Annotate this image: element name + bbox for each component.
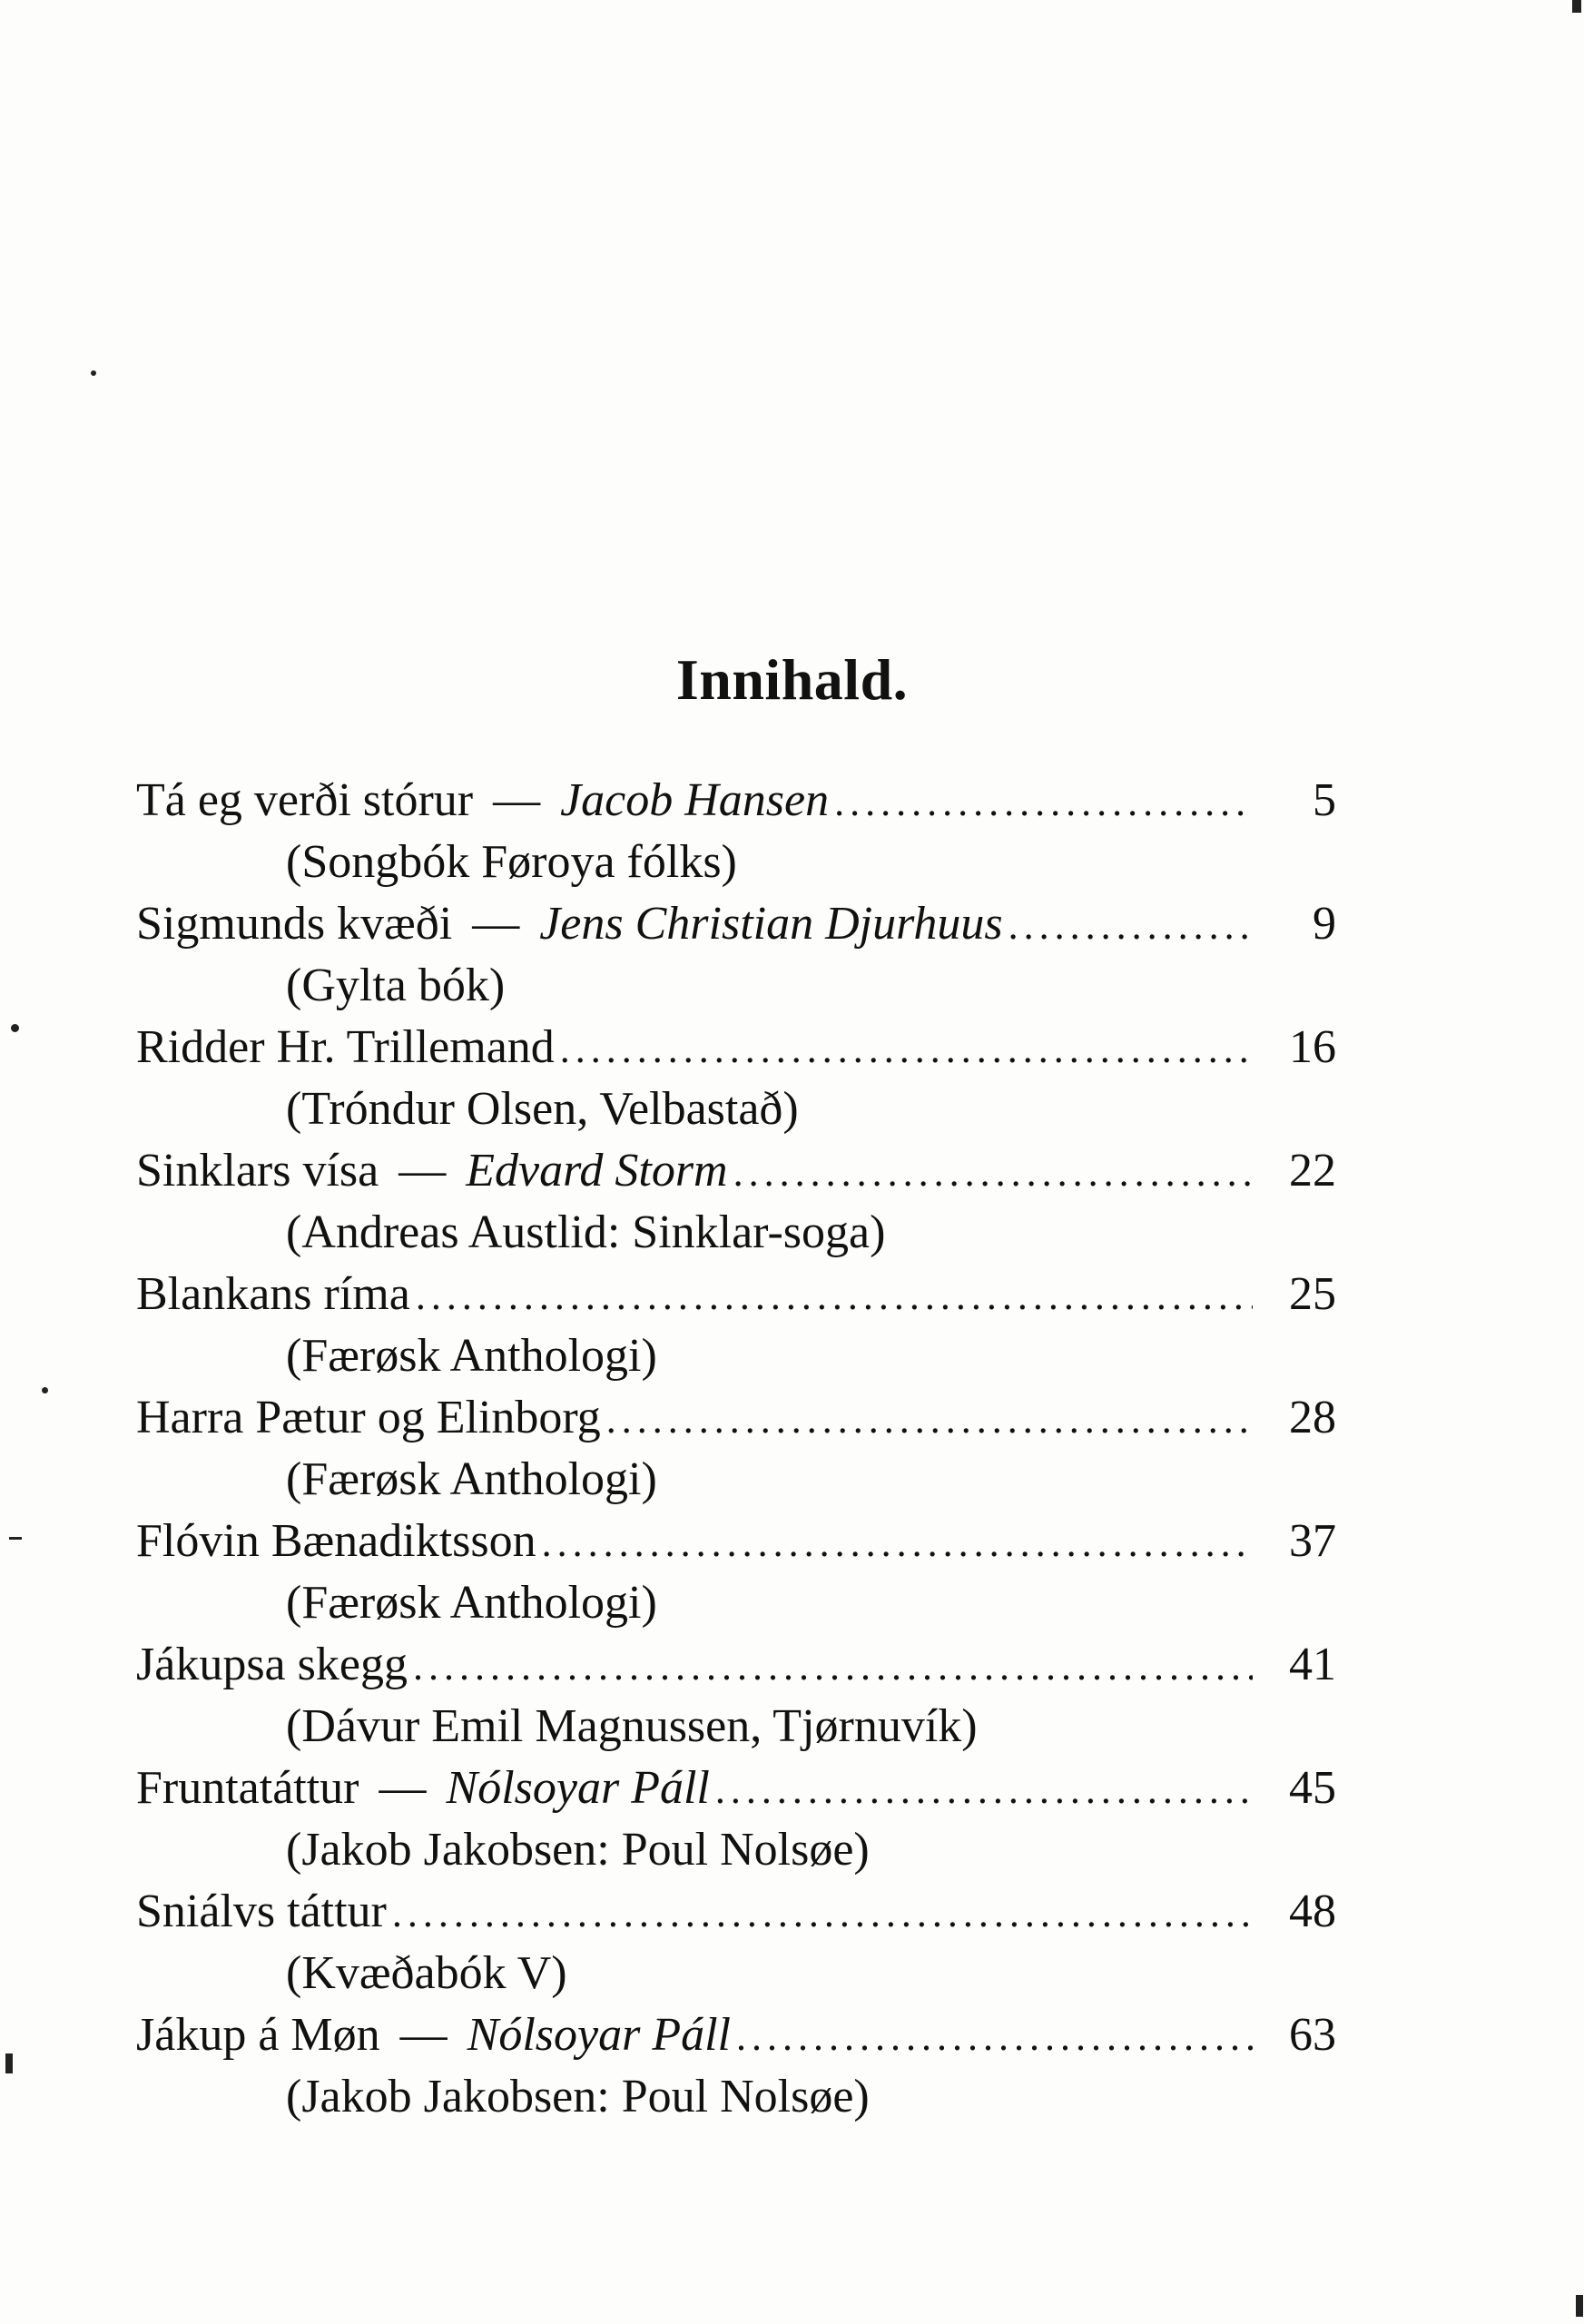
toc-entry [136,893,1343,1017]
dash-separator: — [472,898,520,950]
entry-title: Sinklars vísa [136,1145,379,1196]
entry-title: Jákupsa skegg [136,1639,408,1690]
toc-entry-line [136,1758,1343,1819]
entry-title: Blankans ríma [136,1268,410,1320]
page-title: Innihald. [675,647,909,712]
entry-title: Tá eg verði stórur [136,774,474,826]
entry-title: Ridder Hr. Trillemand [136,1021,555,1073]
dot-leader [733,1142,1253,1204]
entry-source: (Songbók Føroya fólks) [286,836,737,888]
entry-source: (Gylta bók) [286,960,506,1011]
page-number: 16 [1289,1021,1336,1073]
toc-entry-line [136,770,1343,832]
entry-author: Jens Christian Djurhuus [539,898,1003,950]
table-of-contents [136,770,1343,2128]
entry-title: Harra Pætur og Elinborg [136,1392,601,1443]
toc-entry-line [136,1634,1343,1696]
entry-source: (Færøsk Anthologi) [286,1577,657,1629]
entry-author: Nólsoyar Páll [446,1762,710,1814]
print-speck [91,370,96,376]
dash-separator: — [398,1145,447,1196]
entry-author: Jacob Hansen [560,774,830,826]
dot-leader [542,1512,1253,1574]
toc-entry [136,1758,1343,1881]
entry-title: Fruntatáttur [136,1762,359,1814]
dash-separator: — [493,774,541,826]
toc-entry [136,1881,1343,2004]
dot-leader [715,1759,1253,1821]
entry-source: (Andreas Austlid: Sinklar-soga) [286,1206,886,1258]
page-edge-mark [5,2053,13,2073]
entry-source: (Jakob Jakobsen: Poul Nolsøe) [286,1824,870,1876]
entry-author: Edvard Storm [466,1145,728,1196]
entry-source: (Tróndur Olsen, Velbastað) [286,1083,799,1135]
print-speck [42,1387,48,1393]
toc-entry-line [136,893,1343,955]
toc-entry-line [136,1264,1343,1325]
dot-leader [413,1636,1253,1698]
page-number: 9 [1313,898,1336,950]
page-number: 37 [1289,1515,1336,1567]
dot-leader [834,772,1253,833]
toc-entry-line [136,1387,1343,1449]
entry-title: Sniálvs táttur [136,1886,387,1937]
page-number: 45 [1289,1762,1336,1814]
dot-leader [606,1389,1253,1451]
dot-leader [392,1883,1253,1945]
print-speck [11,1024,19,1032]
toc-entry-line [136,1881,1343,1943]
entry-source: (Kvæðabók V) [286,1947,567,1999]
page-number: 48 [1289,1886,1336,1937]
dot-leader [736,2006,1253,2068]
page-number: 22 [1289,1145,1336,1196]
dash-separator: — [399,2009,448,2061]
toc-entry [136,1017,1343,1140]
toc-entry-line [136,2004,1343,2066]
page-number: 63 [1289,2009,1336,2061]
toc-entry [136,770,1343,893]
toc-entry [136,2004,1343,2128]
page-edge-mark [1572,0,1581,13]
toc-entry [136,1140,1343,1264]
entry-title: Jákup á Møn [136,2009,380,2061]
entry-title: Flóvin Bænadiktsson [136,1515,536,1567]
dot-leader [1008,895,1253,957]
page-edge-mark [1576,2295,1583,2317]
toc-entry [136,1387,1343,1511]
entry-source: (Jakob Jakobsen: Poul Nolsøe) [286,2071,870,2122]
dot-leader [416,1265,1253,1327]
entry-source: (Dávur Emil Magnussen, Tjørnuvík) [286,1700,978,1752]
page-number: 28 [1289,1392,1336,1443]
entry-source: (Færøsk Anthologi) [286,1330,657,1382]
entry-author: Nólsoyar Páll [467,2009,731,2061]
page-number: 25 [1289,1268,1336,1320]
page-number: 5 [1313,774,1336,826]
dot-leader [560,1019,1253,1080]
entry-source: (Færøsk Anthologi) [286,1453,657,1505]
page-edge-mark [9,1537,22,1540]
toc-entry-line [136,1140,1343,1202]
toc-entry-line [136,1017,1343,1078]
entry-title: Sigmunds kvæði [136,898,453,950]
toc-entry [136,1264,1343,1387]
toc-entry [136,1634,1343,1758]
dash-separator: — [379,1762,427,1814]
toc-entry [136,1511,1343,1634]
page-number: 41 [1289,1639,1336,1690]
toc-entry-line [136,1511,1343,1572]
